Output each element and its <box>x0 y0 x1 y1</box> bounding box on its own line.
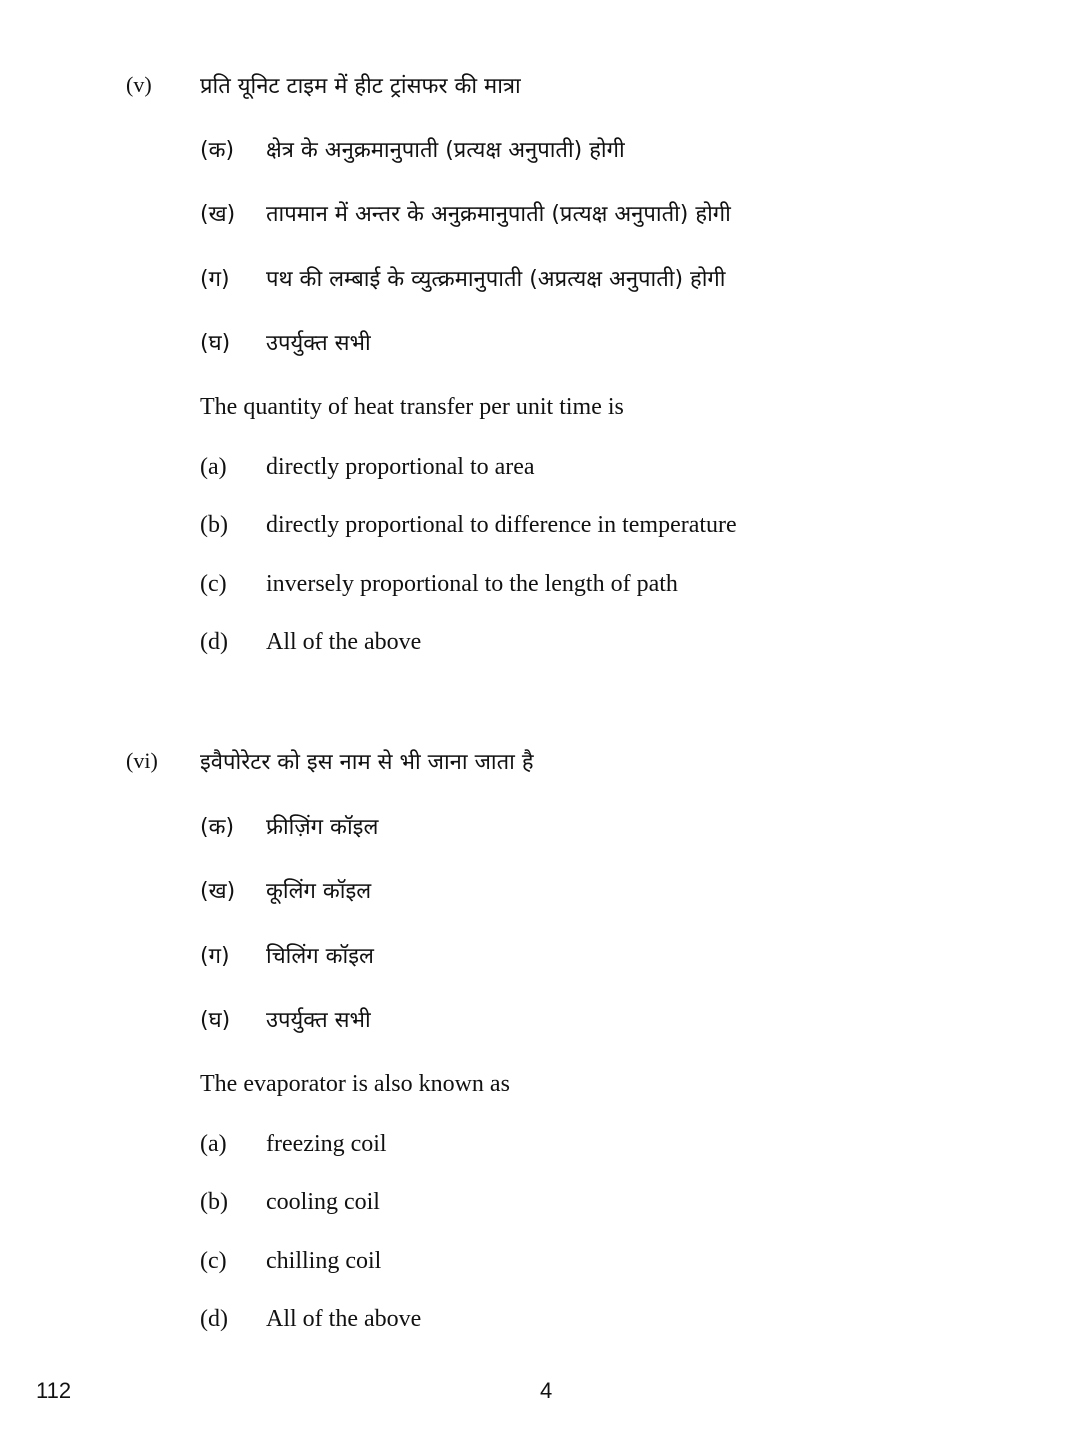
option-label: (घ) <box>200 1008 231 1033</box>
option-text: क्षेत्र के अनुक्रमानुपाती (प्रत्यक्ष अनुपाती) होगी <box>266 138 625 163</box>
option-label: (घ) <box>200 331 231 356</box>
option-label: (ग) <box>200 267 230 292</box>
option-text: तापमान में अन्तर के अनुक्रमानुपाती (प्रत्यक्ष अनुपाती) होगी <box>266 202 731 227</box>
option-text: All of the above <box>266 629 422 655</box>
option-text: फ्रीज़िंग कॉइल <box>266 815 379 840</box>
option-label: (a) <box>200 454 227 480</box>
option-label: (b) <box>200 1189 228 1215</box>
option-label: (a) <box>200 1131 227 1157</box>
english-question-text: The quantity of heat transfer per unit time is <box>200 394 624 420</box>
option-label: (ग) <box>200 944 230 969</box>
paper-code: 112 <box>36 1378 72 1403</box>
option-text: inversely proportional to the length of path <box>266 571 678 597</box>
option-label: (d) <box>200 629 228 655</box>
option-label: (क) <box>200 138 235 163</box>
english-question-text: The evaporator is also known as <box>200 1071 510 1097</box>
option-text: All of the above <box>266 1306 422 1332</box>
option-label: (c) <box>200 571 227 597</box>
question-number: (v) <box>126 72 152 97</box>
hindi-question-text: प्रति यूनिट टाइम में हीट ट्रांसफर की मात्रा <box>200 74 521 99</box>
option-label: (क) <box>200 815 235 840</box>
option-label: (ख) <box>200 202 236 227</box>
page-number: 4 <box>540 1378 553 1403</box>
question-number: (vi) <box>126 748 158 773</box>
option-text: chilling coil <box>266 1248 382 1274</box>
option-text: freezing coil <box>266 1131 387 1157</box>
option-label: (b) <box>200 512 228 538</box>
option-text: उपर्युक्त सभी <box>266 331 371 356</box>
option-text: cooling coil <box>266 1189 380 1215</box>
hindi-question-text: इवैपोरेटर को इस नाम से भी जाना जाता है <box>200 750 534 775</box>
option-text: कूलिंग कॉइल <box>266 879 372 904</box>
option-text: directly proportional to area <box>266 454 535 480</box>
option-text: पथ की लम्बाई के व्युत्क्रमानुपाती (अप्रत्यक्ष अनुपाती) होगी <box>266 267 726 292</box>
option-text: directly proportional to difference in temperature <box>266 512 737 538</box>
option-text: उपर्युक्त सभी <box>266 1008 371 1033</box>
option-label: (c) <box>200 1248 227 1274</box>
option-label: (d) <box>200 1306 228 1332</box>
option-text: चिलिंग कॉइल <box>266 944 374 969</box>
option-label: (ख) <box>200 879 236 904</box>
